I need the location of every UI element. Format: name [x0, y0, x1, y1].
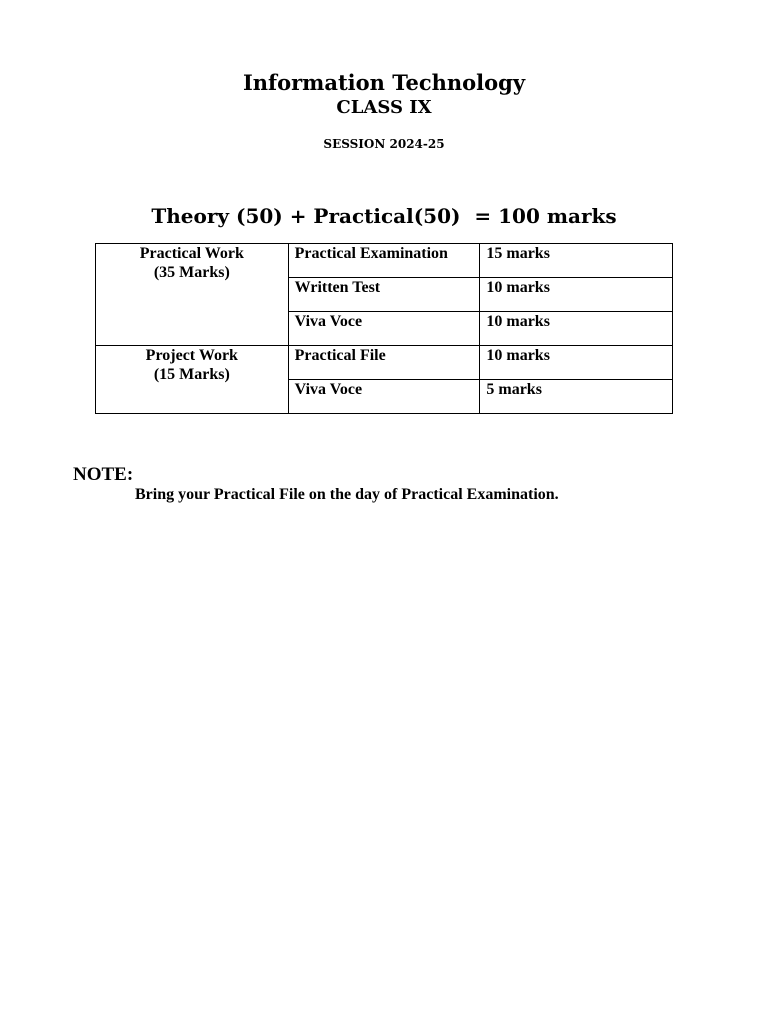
group-subtitle: (15 Marks) — [153, 366, 230, 383]
marks-cell: 10 marks — [480, 346, 673, 380]
practical-work-cell — [96, 244, 289, 346]
note-heading: NOTE: — [73, 464, 134, 485]
component-cell: Viva Voce — [288, 312, 480, 346]
marks-cell: 10 marks — [480, 278, 673, 312]
marks-cell: 10 marks — [480, 312, 673, 346]
group-title: Project Work — [145, 347, 238, 364]
marks-distribution-table — [95, 243, 673, 414]
component-cell: Practical File — [288, 346, 480, 380]
group-subtitle: (35 Marks) — [153, 264, 230, 281]
group-title: Practical Work — [139, 245, 244, 262]
table-row — [96, 346, 673, 380]
marks-cell: 5 marks — [480, 380, 673, 414]
table-row — [96, 244, 673, 278]
marks-cell: 15 marks — [480, 244, 673, 278]
marks-summary: Theory (50) + Practical(50) = 100 marks — [151, 204, 617, 228]
component-cell: Viva Voce — [288, 380, 480, 414]
project-work-cell — [96, 346, 289, 414]
class-heading: CLASS IX — [336, 97, 432, 118]
component-cell: Written Test — [288, 278, 480, 312]
component-cell: Practical Examination — [288, 244, 480, 278]
document-title: Information Technology — [242, 70, 526, 95]
note-text: Bring your Practical File on the day of Practical Examination. — [135, 486, 559, 503]
session-label: SESSION 2024-25 — [323, 137, 445, 151]
